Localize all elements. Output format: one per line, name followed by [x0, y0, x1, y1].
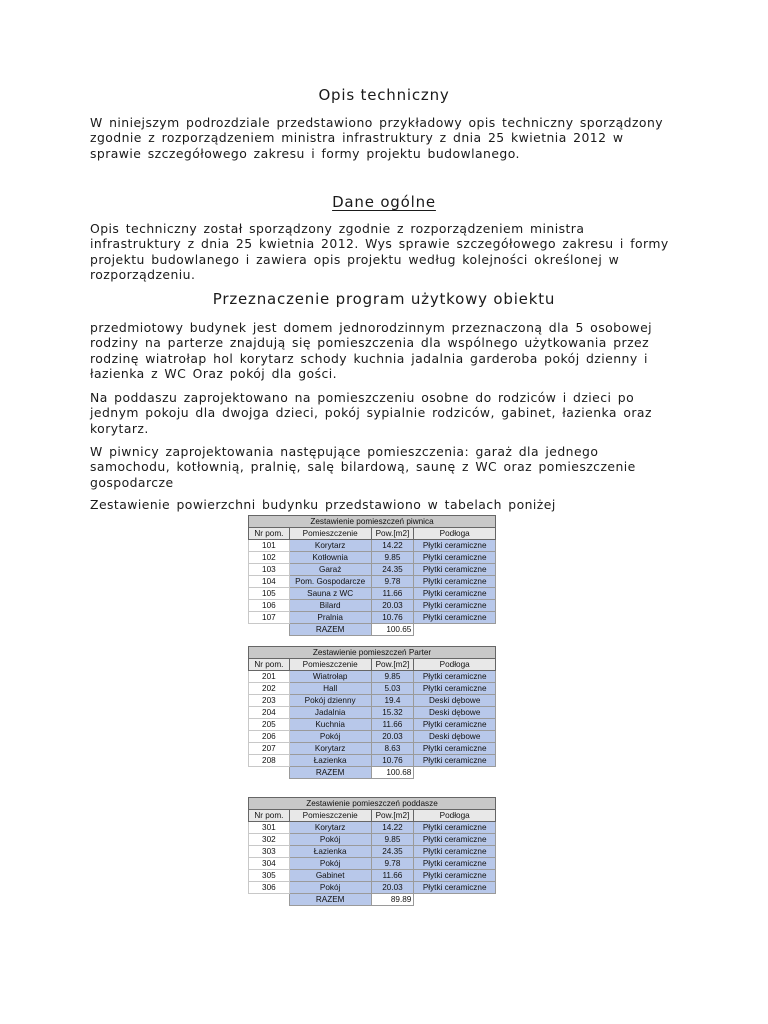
- total-row: [249, 767, 496, 779]
- total-label: RAZEM: [289, 624, 371, 636]
- room-name: Kuchnia: [289, 719, 371, 731]
- room-number: 306: [249, 882, 290, 894]
- room-floor: Deski dębowe: [414, 695, 496, 707]
- room-name: Pokój: [289, 731, 371, 743]
- table-row: [249, 540, 496, 552]
- room-area: 11.66: [371, 719, 414, 731]
- total-row: [249, 624, 496, 636]
- room-floor: Płytki ceramiczne: [414, 588, 496, 600]
- room-floor: Płytki ceramiczne: [414, 576, 496, 588]
- column-header: Nr pom.: [249, 659, 290, 671]
- table-row: [249, 576, 496, 588]
- text-line: łazienka z WC Oraz pokój dla gości.: [90, 365, 338, 381]
- room-floor: Płytki ceramiczne: [414, 540, 496, 552]
- text-line: Opis techniczny został sporządzony zgodnie z rozporządzeniem ministra: [90, 221, 585, 236]
- text-line: rodziny na parterze znajdują się pomieszczenia dla wspólnego użytkowania przez: [90, 335, 650, 351]
- room-number: 208: [249, 755, 290, 767]
- section-heading-usage: Przeznaczenie program użytkowy obiektu: [212, 290, 556, 308]
- room-area: 9.78: [371, 576, 414, 588]
- text-line: rozporządzeniu.: [90, 266, 196, 282]
- text-line: korytarz.: [90, 420, 149, 436]
- total-value: 100.68: [371, 767, 414, 779]
- room-area: 15.32: [371, 707, 414, 719]
- room-name: Łazienka: [289, 846, 371, 858]
- room-area: 11.66: [371, 870, 414, 882]
- room-area: 14.22: [371, 822, 414, 834]
- table-row: [249, 834, 496, 846]
- room-floor: Płytki ceramiczne: [414, 719, 496, 731]
- room-area: 8.63: [371, 743, 414, 755]
- table-caption: Zestawienie pomieszczeń Parter: [249, 647, 496, 659]
- column-header: Podłoga: [414, 528, 496, 540]
- room-number: 107: [249, 612, 290, 624]
- text-line: sprawie szczegółowego zakresu i formy projektu budowlanego.: [90, 145, 520, 161]
- room-area: 9.78: [371, 858, 414, 870]
- section-heading-text: Dane ogólne: [332, 193, 436, 211]
- room-area: 20.03: [371, 882, 414, 894]
- usage-paragraph-attic: [90, 390, 680, 436]
- total-label: RAZEM: [289, 767, 371, 779]
- room-name: Jadalnia: [289, 707, 371, 719]
- room-area: 5.03: [371, 683, 414, 695]
- table-row: [249, 882, 496, 894]
- room-area: 9.85: [371, 671, 414, 683]
- table-row: [249, 846, 496, 858]
- room-area: 20.03: [371, 731, 414, 743]
- room-number: 203: [249, 695, 290, 707]
- room-number: 301: [249, 822, 290, 834]
- room-name: Pokój dzienny: [289, 695, 371, 707]
- table-caption: Zestawienie pomieszczeń piwnica: [249, 516, 496, 528]
- room-floor: Deski dębowe: [414, 707, 496, 719]
- ground-floor-rooms-table: [248, 646, 496, 779]
- room-floor: Płytki ceramiczne: [414, 683, 496, 695]
- room-number: 201: [249, 671, 290, 683]
- table-row: [249, 695, 496, 707]
- text-line: zgodnie z rozporządzeniem ministra infrastruktury z dnia 25 kwietnia 2012 w: [90, 130, 624, 146]
- table-row: [249, 588, 496, 600]
- text-line: W piwnicy zaprojektowania następujące pomieszczenia: garaż dla jednego: [90, 444, 599, 459]
- table-caption: Zestawienie pomieszczeń poddasze: [249, 798, 496, 810]
- room-floor: Płytki ceramiczne: [414, 858, 496, 870]
- intro-paragraph: [90, 115, 680, 161]
- table-row: [249, 600, 496, 612]
- column-header: Nr pom.: [249, 810, 290, 822]
- room-number: 207: [249, 743, 290, 755]
- room-number: 103: [249, 564, 290, 576]
- text-line: przedmiotowy budynek jest domem jednorodzinnym przeznaczoną dla 5 osobowej: [90, 320, 653, 335]
- room-name: Korytarz: [289, 822, 371, 834]
- room-area: 9.85: [371, 552, 414, 564]
- text-line: infrastruktury z dnia 25 kwietnia 2012. Wys sprawie szczegółowego zakresu i formy: [90, 236, 669, 252]
- section-heading-general: [0, 193, 768, 211]
- room-number: 105: [249, 588, 290, 600]
- table-row: [249, 552, 496, 564]
- room-number: 202: [249, 683, 290, 695]
- total-row: [249, 894, 496, 906]
- room-name: Pom. Gospodarcze: [289, 576, 371, 588]
- room-floor: Płytki ceramiczne: [414, 564, 496, 576]
- text-line: projektu budowlanego i zawiera opis projektu według kolejności określonej w: [90, 251, 620, 267]
- room-number: 204: [249, 707, 290, 719]
- room-floor: Płytki ceramiczne: [414, 600, 496, 612]
- total-label: RAZEM: [289, 894, 371, 906]
- table-row: [249, 707, 496, 719]
- room-area: 9.85: [371, 834, 414, 846]
- room-floor: Płytki ceramiczne: [414, 755, 496, 767]
- room-name: Kotłownia: [289, 552, 371, 564]
- text-line: Na poddaszu zaprojektowano na pomieszczeniu osobne do rodziców i dzieci po: [90, 390, 635, 405]
- room-name: Pokój: [289, 858, 371, 870]
- room-name: Bilard: [289, 600, 371, 612]
- text-line: samochodu, kotłownią, pralnię, salę bilardową, saunę z WC oraz pomieszczenie: [90, 459, 636, 475]
- room-name: Garaż: [289, 564, 371, 576]
- tables-intro: [90, 497, 680, 512]
- page-title: Opis techniczny: [318, 86, 450, 104]
- room-number: 205: [249, 719, 290, 731]
- general-paragraph: [90, 221, 680, 282]
- room-number: 104: [249, 576, 290, 588]
- column-header: Podłoga: [414, 659, 496, 671]
- column-header: Nr pom.: [249, 528, 290, 540]
- room-area: 10.76: [371, 755, 414, 767]
- room-floor: Płytki ceramiczne: [414, 743, 496, 755]
- usage-paragraph-ground-floor: [90, 320, 680, 381]
- room-floor: Płytki ceramiczne: [414, 870, 496, 882]
- table-row: [249, 683, 496, 695]
- table-row: [249, 719, 496, 731]
- room-name: Pralnia: [289, 612, 371, 624]
- table-row: [249, 564, 496, 576]
- room-number: 102: [249, 552, 290, 564]
- table-row: [249, 671, 496, 683]
- room-number: 206: [249, 731, 290, 743]
- room-area: 24.35: [371, 564, 414, 576]
- room-name: Gabinet: [289, 870, 371, 882]
- column-header: Pomieszczenie: [289, 810, 371, 822]
- total-value: 100.65: [371, 624, 414, 636]
- room-floor: Płytki ceramiczne: [414, 834, 496, 846]
- room-floor: Płytki ceramiczne: [414, 552, 496, 564]
- room-area: 11.66: [371, 588, 414, 600]
- usage-paragraph-basement: [90, 444, 680, 490]
- column-header: Pow.[m2]: [371, 659, 414, 671]
- table-row: [249, 755, 496, 767]
- text-line: Zestawienie powierzchni budynku przedstawiono w tabelach poniżej: [90, 497, 556, 512]
- room-number: 303: [249, 846, 290, 858]
- room-name: Łazienka: [289, 755, 371, 767]
- room-area: 20.03: [371, 600, 414, 612]
- column-header: Pow.[m2]: [371, 528, 414, 540]
- column-header: Pomieszczenie: [289, 528, 371, 540]
- room-number: 101: [249, 540, 290, 552]
- room-area: 14.22: [371, 540, 414, 552]
- room-area: 10.76: [371, 612, 414, 624]
- room-floor: Płytki ceramiczne: [414, 882, 496, 894]
- room-number: 106: [249, 600, 290, 612]
- room-floor: Płytki ceramiczne: [414, 846, 496, 858]
- text-line: rodzinę wiatrołap hol korytarz schody kuchnia jadalnia garderoba pokój dzienny i: [90, 350, 648, 366]
- room-name: Pokój: [289, 882, 371, 894]
- attic-rooms-table: [248, 797, 496, 906]
- room-floor: Deski dębowe: [414, 731, 496, 743]
- text-line: W niniejszym podrozdziale przedstawiono przykładowy opis techniczny sporządzony: [90, 115, 664, 130]
- text-line: jednym pokoju dla dwojga dzieci, pokój sypialnie rodziców, gabinet, łazienka oraz: [90, 405, 652, 421]
- room-floor: Płytki ceramiczne: [414, 671, 496, 683]
- room-number: 305: [249, 870, 290, 882]
- table-row: [249, 870, 496, 882]
- room-name: Pokój: [289, 834, 371, 846]
- table-row: [249, 743, 496, 755]
- column-header: Pow.[m2]: [371, 810, 414, 822]
- room-name: Sauna z WC: [289, 588, 371, 600]
- table-row: [249, 858, 496, 870]
- room-number: 304: [249, 858, 290, 870]
- room-name: Korytarz: [289, 743, 371, 755]
- column-header: Pomieszczenie: [289, 659, 371, 671]
- basement-rooms-table: [248, 515, 496, 636]
- room-area: 24.35: [371, 846, 414, 858]
- text-line: gospodarcze: [90, 474, 174, 490]
- room-name: Hall: [289, 683, 371, 695]
- room-number: 302: [249, 834, 290, 846]
- room-name: Korytarz: [289, 540, 371, 552]
- room-name: Wiatrołap: [289, 671, 371, 683]
- column-header: Podłoga: [414, 810, 496, 822]
- table-row: [249, 822, 496, 834]
- room-floor: Płytki ceramiczne: [414, 822, 496, 834]
- room-area: 19.4: [371, 695, 414, 707]
- total-value: 89.89: [371, 894, 414, 906]
- table-row: [249, 612, 496, 624]
- table-row: [249, 731, 496, 743]
- room-floor: Płytki ceramiczne: [414, 612, 496, 624]
